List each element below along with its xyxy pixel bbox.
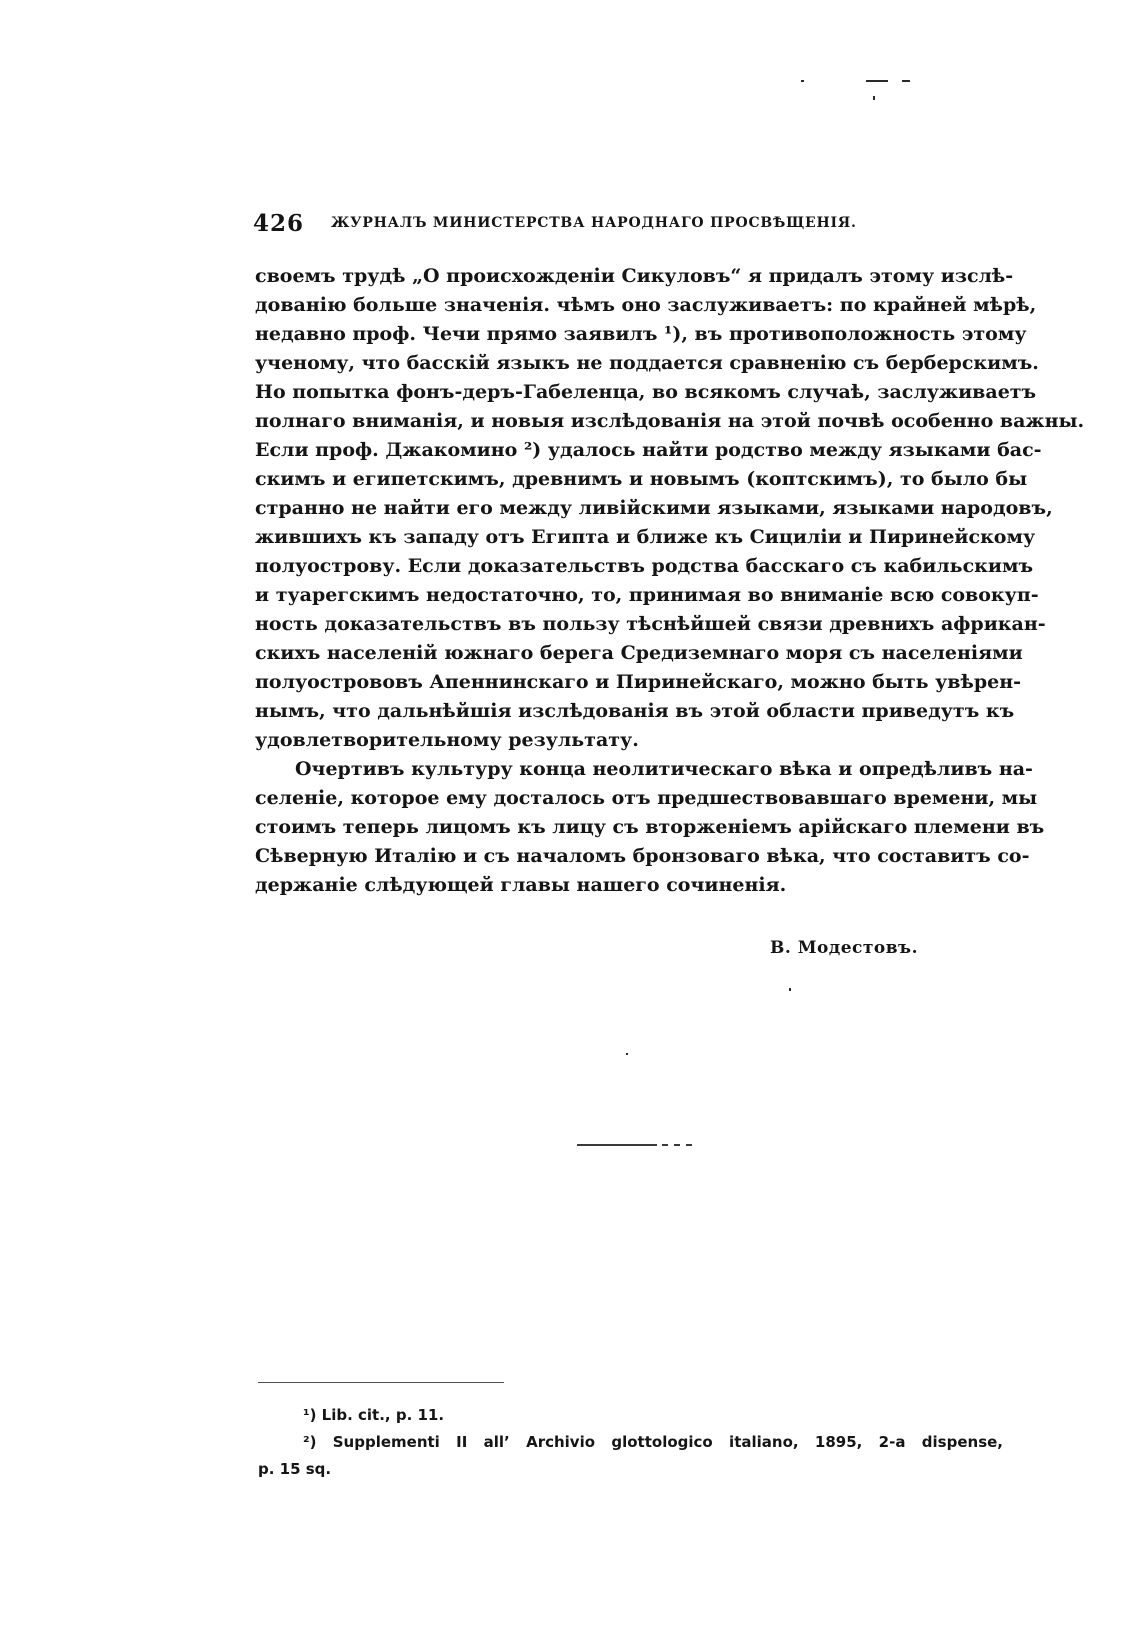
body-line: Если проф. Джакомино ²) удалось найти родство между языками бас- [255,439,1042,461]
body-line: и туарегскимъ недостаточно, то, принимая во вниманіе всю совокуп- [255,584,1039,606]
body-line: ученому, что басскій языкъ не поддается сравненію съ берберскимъ. [255,352,1039,374]
body-line: полнаго вниманія, и новыя изслѣдованія на этой почвѣ особенно важны. [255,410,1085,432]
end-rule-dash [674,1144,680,1146]
body-line: полуострововъ Апеннинскаго и Пиринейскаго, можно быть увѣрен- [255,671,1021,693]
body-line: полуострову. Если доказательствъ родства басскаго съ кабильскимъ [255,555,1034,577]
footnote-1: ¹) Lib. cit., p. 11. [303,1406,445,1424]
body-line: странно не найти его между ливійскими языками, языками народовъ, [255,497,1053,519]
scan-speck [626,1053,628,1055]
author-signature: В. Модестовъ. [770,938,919,958]
end-rule-dash [686,1144,692,1146]
scan-speck [801,80,804,82]
body-line: Сѣверную Италію и съ началомъ бронзоваго вѣка, что составитъ со- [255,845,1030,867]
footnote-rule [258,1382,504,1383]
body-line: Очертивъ культуру конца неолитическаго вѣка и опредѣливъ на- [295,758,1033,780]
body-line: дованію больше значенія. чѣмъ оно заслуживаетъ: по крайней мѣрѣ, [255,294,1037,316]
body-line: держаніе слѣдующей главы нашего сочиненія. [255,874,787,896]
scan-speck [902,80,910,82]
scan-speck [866,80,888,82]
body-line: ность доказательствъ въ пользу тѣснѣйшей связи древнихъ африкан- [255,613,1046,635]
body-line: своемъ трудѣ „О происхожденіи Сикуловъ“ я придалъ этому изслѣ- [255,265,1014,287]
body-line: скихъ населеній южнаго берега Средиземнаго моря съ населеніями [255,642,1023,664]
body-text [255,262,1085,900]
body-line: жившихъ къ западу отъ Египта и ближе къ Сициліи и Пиринейскому [255,526,1036,548]
page-header [253,210,1003,240]
scan-speck [789,988,791,991]
running-title: ЖУРНАЛЪ МИНИСТЕРСТВА НАРОДНАГО ПРОСВѢЩЕНІЯ. [331,215,857,231]
footnotes [258,1402,1003,1483]
body-line: недавно проф. Чечи прямо заявилъ ¹), въ противоположность этому [255,323,1027,345]
body-line: Но попытка фонъ-деръ-Габеленца, во всякомъ случаѣ, заслуживаетъ [255,381,1037,403]
body-line: скимъ и египетскимъ, древнимъ и новымъ (коптскимъ), то было бы [255,468,1028,490]
footnote-2-continuation: p. 15 sq. [258,1460,332,1478]
end-rule-dash [662,1144,668,1146]
end-rule [577,1144,657,1146]
footnote-2: ²) Supplementi II all’ Archivio glottologico italiano, 1895, 2-a dispense, [303,1433,1003,1451]
scan-speck [873,96,875,100]
page-number: 426 [253,210,305,237]
body-line: селеніе, которое ему досталось отъ предшествовавшаго времени, мы [255,787,1038,809]
body-line: удовлетворительному результату. [255,729,639,751]
body-line: стоимъ теперь лицомъ къ лицу съ вторженіемъ арійскаго племени въ [255,816,1045,838]
body-line: нымъ, что дальнѣйшія изслѣдованія въ этой области приведутъ къ [255,700,1015,722]
